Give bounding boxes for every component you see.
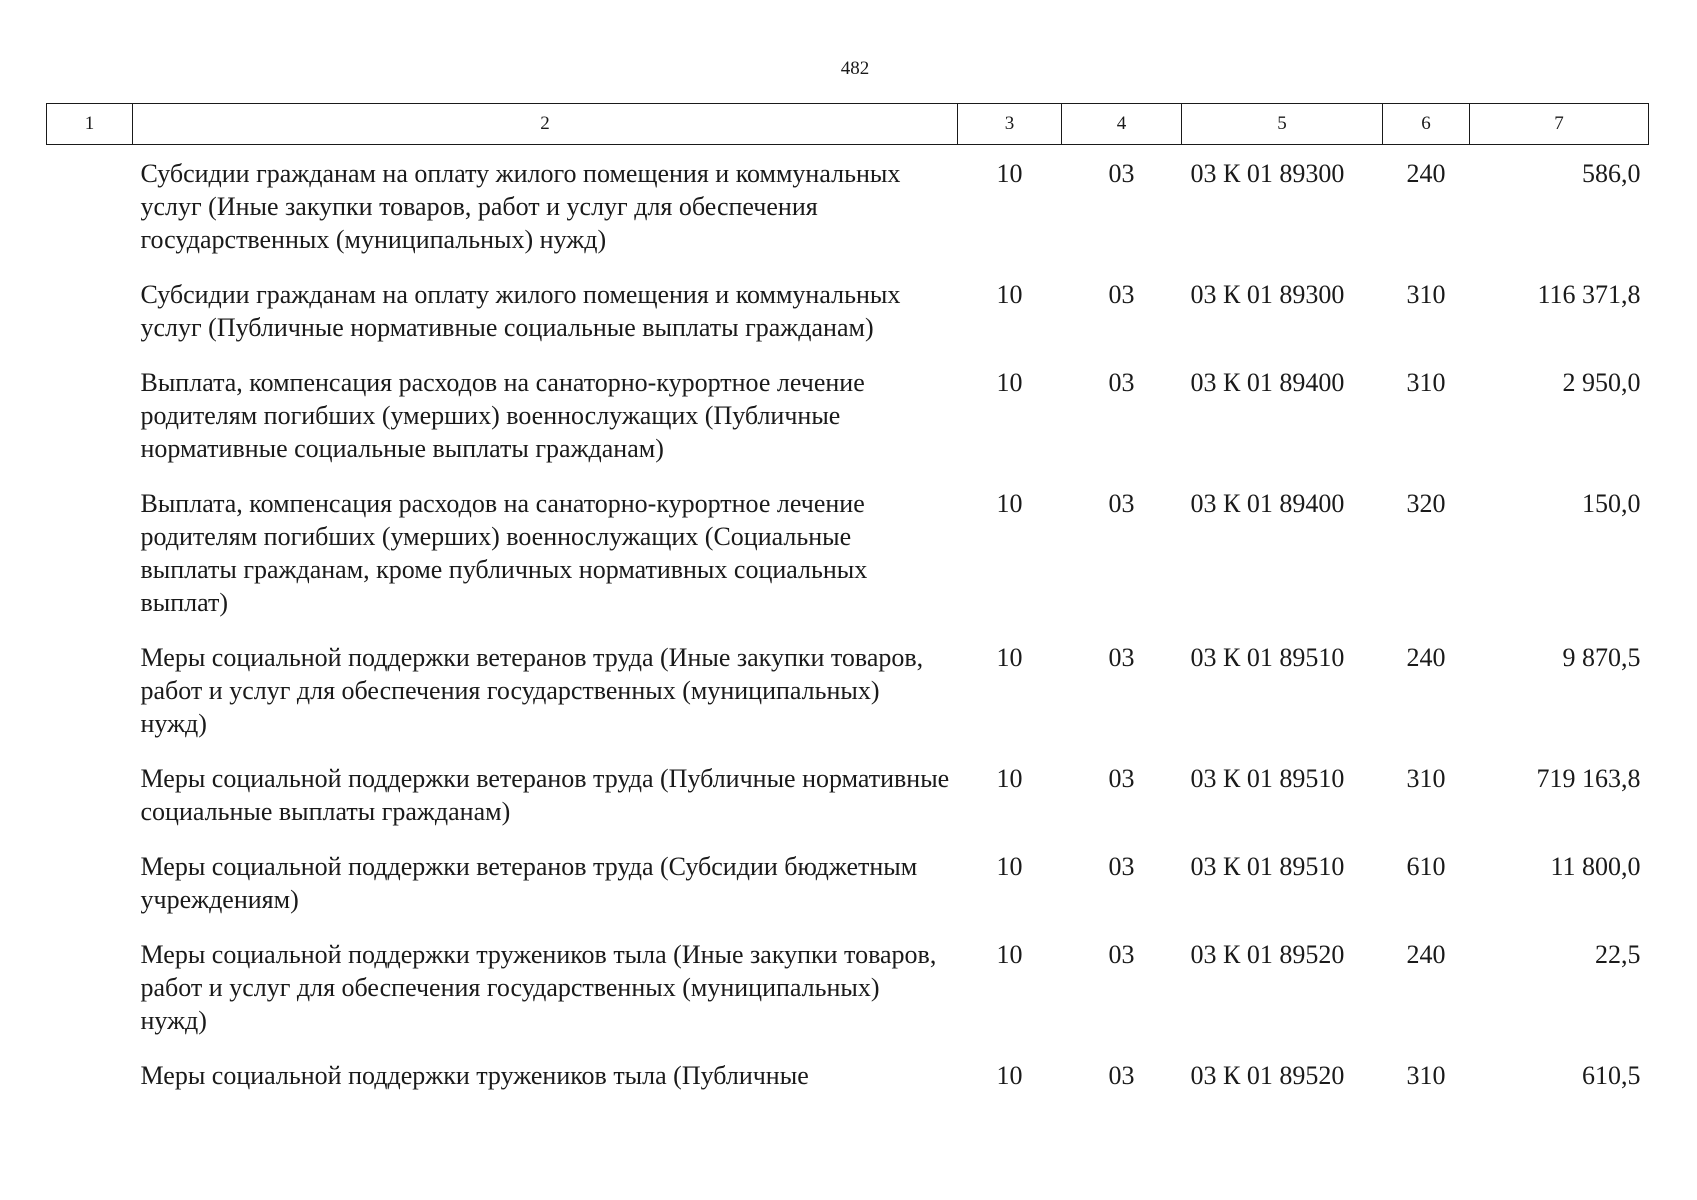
cell-col1 <box>47 629 133 750</box>
cell-subsection: 03 <box>1108 764 1135 793</box>
cell-section: 10 <box>996 643 1023 672</box>
cell-col1 <box>47 354 133 475</box>
header-col-7: 7 <box>1470 104 1649 145</box>
cell-amount: 9 870,5 <box>1562 643 1641 672</box>
cell-section: 10 <box>996 368 1023 397</box>
cell-amount: 719 163,8 <box>1536 764 1641 793</box>
cell-amount: 22,5 <box>1595 940 1641 969</box>
cell-target-code: 03 К 01 89300 <box>1190 159 1345 188</box>
cell-expense-type: 240 <box>1406 643 1446 672</box>
cell-expense-type: 310 <box>1406 764 1446 793</box>
cell-target-code: 03 К 01 89400 <box>1190 489 1345 518</box>
table-row <box>47 838 1649 926</box>
cell-subsection: 03 <box>1108 940 1135 969</box>
cell-expense-type: 310 <box>1406 280 1446 309</box>
table-row <box>47 266 1649 354</box>
cell-subsection: 03 <box>1108 643 1135 672</box>
cell-description: Меры социальной поддержки ветеранов труда (Публичные нормативные социальные выплаты гражданам) <box>140 764 950 826</box>
cell-section: 10 <box>996 1061 1023 1090</box>
header-row <box>47 104 1649 145</box>
cell-description: Меры социальной поддержки тружеников тыла (Иные закупки товаров, работ и услуг для обеспечения государственных (муниципальных) нужд) <box>140 940 937 1035</box>
cell-section: 10 <box>996 764 1023 793</box>
cell-col1 <box>47 475 133 629</box>
cell-subsection: 03 <box>1108 852 1135 881</box>
cell-section: 10 <box>996 159 1023 188</box>
cell-expense-type: 310 <box>1406 1061 1446 1090</box>
cell-subsection: 03 <box>1108 280 1135 309</box>
cell-expense-type: 310 <box>1406 368 1446 397</box>
cell-target-code: 03 К 01 89400 <box>1190 368 1345 397</box>
table-row <box>47 629 1649 750</box>
table-row <box>47 475 1649 629</box>
cell-amount: 610,5 <box>1582 1061 1641 1090</box>
cell-expense-type: 320 <box>1406 489 1446 518</box>
cell-amount: 586,0 <box>1582 159 1641 188</box>
cell-target-code: 03 К 01 89510 <box>1190 764 1345 793</box>
table-body <box>47 145 1649 1103</box>
cell-col1 <box>47 145 133 267</box>
table-row <box>47 1047 1649 1102</box>
cell-expense-type: 240 <box>1406 159 1446 188</box>
table-row <box>47 750 1649 838</box>
cell-amount: 11 800,0 <box>1550 852 1641 881</box>
page-number: 482 <box>840 58 870 79</box>
cell-target-code: 03 К 01 89300 <box>1190 280 1345 309</box>
cell-col1 <box>47 838 133 926</box>
table-row <box>47 926 1649 1047</box>
cell-subsection: 03 <box>1108 1061 1135 1090</box>
cell-section: 10 <box>996 489 1023 518</box>
cell-col1 <box>47 750 133 838</box>
cell-expense-type: 240 <box>1406 940 1446 969</box>
cell-target-code: 03 К 01 89510 <box>1190 852 1345 881</box>
budget-table <box>46 103 1649 1102</box>
header-col-4: 4 <box>1062 104 1182 145</box>
header-col-2: 2 <box>133 104 958 145</box>
cell-description: Меры социальной поддержки тружеников тыла (Публичные <box>140 1061 809 1090</box>
cell-expense-type: 610 <box>1406 852 1446 881</box>
table-row <box>47 354 1649 475</box>
header-col-1: 1 <box>47 104 133 145</box>
cell-subsection: 03 <box>1108 159 1135 188</box>
cell-col1 <box>47 1047 133 1102</box>
cell-col1 <box>47 266 133 354</box>
table-header <box>47 104 1649 145</box>
cell-description: Меры социальной поддержки ветеранов труда (Субсидии бюджетным учреждениям) <box>140 852 918 914</box>
cell-subsection: 03 <box>1108 489 1135 518</box>
cell-amount: 2 950,0 <box>1562 368 1641 397</box>
cell-target-code: 03 К 01 89520 <box>1190 1061 1345 1090</box>
header-col-5: 5 <box>1182 104 1383 145</box>
cell-description: Меры социальной поддержки ветеранов труда (Иные закупки товаров, работ и услуг для обеспечения государственных (муниципальных) нужд) <box>140 643 924 738</box>
cell-description: Субсидии гражданам на оплату жилого помещения и коммунальных услуг (Иные закупки товаров, работ и услуг для обеспечения государственных (муниципальных) нужд) <box>140 159 901 254</box>
cell-section: 10 <box>996 852 1023 881</box>
cell-amount: 150,0 <box>1582 489 1641 518</box>
header-col-3: 3 <box>958 104 1062 145</box>
cell-amount: 116 371,8 <box>1537 280 1641 309</box>
cell-section: 10 <box>996 940 1023 969</box>
cell-target-code: 03 К 01 89520 <box>1190 940 1345 969</box>
table-row <box>47 145 1649 267</box>
cell-section: 10 <box>996 280 1023 309</box>
cell-target-code: 03 К 01 89510 <box>1190 643 1345 672</box>
cell-description: Выплата, компенсация расходов на санаторно-курортное лечение родителям погибших (умерших) военнослужащих (Социальные выплаты гражданам, кроме публичных нормативных социальных выплат) <box>140 489 868 617</box>
cell-col1 <box>47 926 133 1047</box>
cell-description: Субсидии гражданам на оплату жилого помещения и коммунальных услуг (Публичные нормативные социальные выплаты гражданам) <box>140 280 901 342</box>
cell-description: Выплата, компенсация расходов на санаторно-курортное лечение родителям погибших (умерших) военнослужащих (Публичные нормативные социальные выплаты гражданам) <box>140 368 865 463</box>
cell-subsection: 03 <box>1108 368 1135 397</box>
header-col-6: 6 <box>1383 104 1470 145</box>
